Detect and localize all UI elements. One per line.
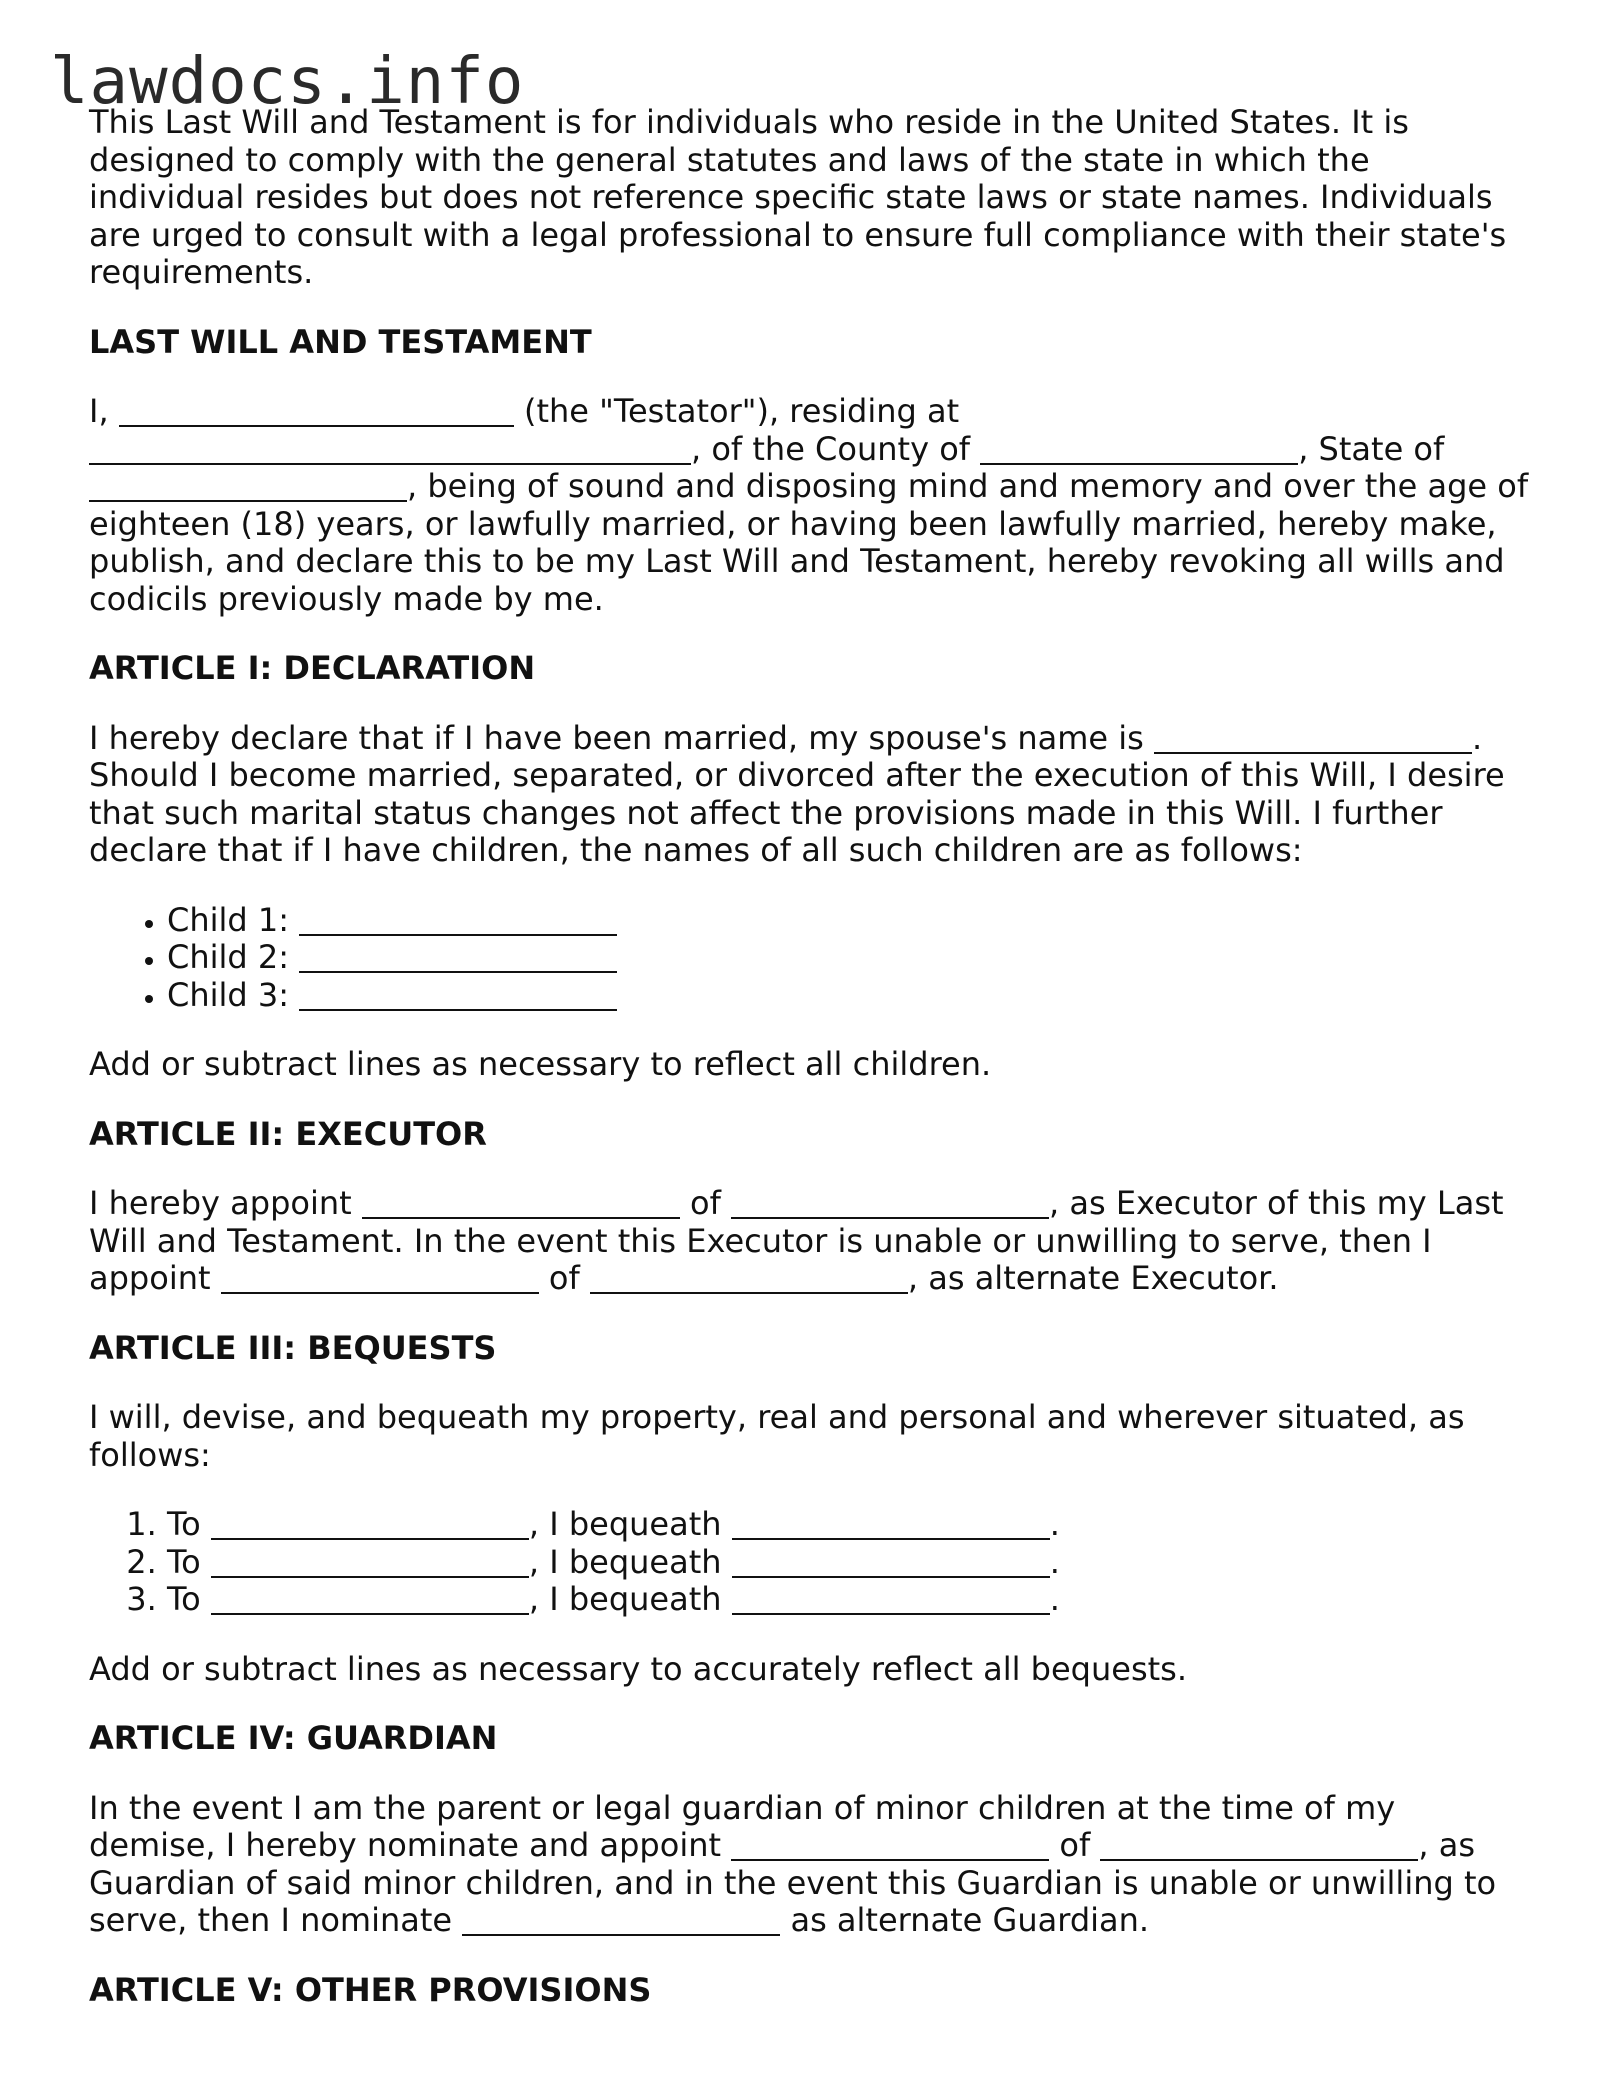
- state-blank[interactable]: [89, 470, 407, 502]
- document-title: LAST WILL AND TESTAMENT: [89, 322, 592, 361]
- executor-text-5: , as alternate Executor.: [907, 1259, 1279, 1297]
- executor-text-1: I hereby appoint: [89, 1184, 352, 1222]
- beneficiary-3-blank[interactable]: [211, 1583, 529, 1615]
- guardian-name-blank[interactable]: [731, 1829, 1049, 1861]
- list-item: [167, 977, 1529, 1015]
- alt-executor-location-blank[interactable]: [590, 1262, 908, 1294]
- document-body: [89, 104, 1529, 2009]
- list-item: [167, 1581, 1529, 1619]
- beneficiary-2-blank[interactable]: [211, 1546, 529, 1578]
- executor-location-blank[interactable]: [731, 1187, 1049, 1219]
- beneficiary-1-blank[interactable]: [211, 1508, 529, 1540]
- child-label: Child 3:: [167, 975, 290, 1014]
- child-1-blank[interactable]: [299, 904, 617, 936]
- bequests-paragraph: I will, devise, and bequeath my property, real and personal and wherever situated, as follows:: [89, 1398, 1465, 1474]
- guardian-text-3: , as Guardian of said minor children, and in the event this Guardian is unable or unwilling to serve, then I nominate: [89, 1826, 1497, 1939]
- list-item: [167, 1544, 1529, 1582]
- list-item: [167, 902, 1529, 940]
- bequest-to-label: To: [167, 1542, 201, 1581]
- testator-paragraph: [89, 393, 1529, 618]
- executor-name-blank[interactable]: [362, 1187, 680, 1219]
- executor-text-3: , as Executor of this my Last Will and Testament. In the event this Executor is unable or unwilling to serve, then I appoint: [89, 1184, 1504, 1297]
- child-label: Child 1:: [167, 900, 290, 939]
- bequests-note: Add or subtract lines as necessary to accurately reflect all bequests.: [89, 1649, 1188, 1688]
- article-2-heading: ARTICLE II: EXECUTOR: [89, 1114, 487, 1153]
- bequest-to-label: To: [167, 1580, 201, 1618]
- testator-text-5: , being of sound and disposing mind and memory and over the age of eighteen (18) years, or lawfully married, or having been lawfully married, hereby make, publish, and declare this to be my Last Will and Testament, hereby revoking all wills and codicils previously made by me.: [89, 467, 1529, 618]
- testator-text-2: (the "Testator"), residing at: [513, 392, 960, 430]
- article-1-heading: ARTICLE I: DECLARATION: [89, 649, 536, 687]
- guardian-text-1: In the event I am the parent or legal guardian of minor children at the time of my demise, I hereby nominate and appoint: [89, 1788, 1396, 1864]
- children-list: [89, 902, 1529, 1015]
- bequest-label: , I bequeath: [528, 1542, 722, 1581]
- list-item: [167, 1506, 1529, 1544]
- site-logo: lawdocs.info: [50, 45, 525, 119]
- child-2-blank[interactable]: [299, 941, 617, 973]
- article-3-heading: ARTICLE III: BEQUESTS: [89, 1328, 497, 1367]
- guardian-location-blank[interactable]: [1100, 1829, 1418, 1861]
- list-item: [167, 939, 1529, 977]
- declaration-paragraph: [89, 720, 1529, 870]
- bequest-3-blank[interactable]: [732, 1583, 1050, 1615]
- testator-text-1: I,: [89, 392, 109, 430]
- bequest-end: .: [1049, 1580, 1060, 1618]
- bequest-to-label: To: [167, 1505, 201, 1543]
- child-3-blank[interactable]: [299, 979, 617, 1011]
- children-note: Add or subtract lines as necessary to reflect all children.: [89, 1045, 992, 1083]
- county-blank[interactable]: [980, 433, 1298, 465]
- executor-paragraph: [89, 1185, 1529, 1298]
- testator-text-3: , of the County of: [691, 429, 971, 468]
- bequest-end: .: [1049, 1542, 1060, 1581]
- guardian-text-2: of: [1059, 1826, 1091, 1864]
- executor-text-4: of: [548, 1259, 580, 1297]
- testator-text-4: , State of: [1298, 429, 1445, 468]
- bequest-1-blank[interactable]: [732, 1508, 1050, 1540]
- bequest-label: , I bequeath: [528, 1580, 722, 1618]
- residence-blank[interactable]: [89, 433, 691, 465]
- spouse-name-blank[interactable]: [1154, 722, 1472, 754]
- intro-paragraph: This Last Will and Testament is for individuals who reside in the United States. It is designed to comply with the general statutes and laws of the state in which the individual resides but does not reference specific state laws or state names. Individuals are urged to consult with a legal professional to ensure full compliance with their state's requirements.: [89, 103, 1507, 291]
- bequest-label: , I bequeath: [528, 1505, 722, 1543]
- guardian-paragraph: [89, 1790, 1529, 1940]
- article-5-heading: ARTICLE V: OTHER PROVISIONS: [89, 1970, 652, 2009]
- bequest-end: .: [1049, 1505, 1060, 1543]
- alt-executor-name-blank[interactable]: [221, 1262, 539, 1294]
- guardian-text-4: as alternate Guardian.: [790, 1901, 1150, 1939]
- executor-text-2: of: [690, 1184, 721, 1222]
- alt-guardian-name-blank[interactable]: [462, 1904, 780, 1936]
- bequests-list: [89, 1506, 1529, 1619]
- bequest-2-blank[interactable]: [732, 1546, 1050, 1578]
- article-4-heading: ARTICLE IV: GUARDIAN: [89, 1719, 498, 1757]
- declaration-text-1: I hereby declare that if I have been married, my spouse's name is: [89, 718, 1144, 757]
- declaration-text-2: . Should I become married, separated, or divorced after the execution of this Will, I desire that such marital status changes not affect the provisions made in this Will. I further declare that if I have children, the names of all such children are as follows:: [89, 718, 1505, 869]
- testator-name-blank[interactable]: [119, 395, 514, 427]
- child-label: Child 2:: [167, 938, 290, 976]
